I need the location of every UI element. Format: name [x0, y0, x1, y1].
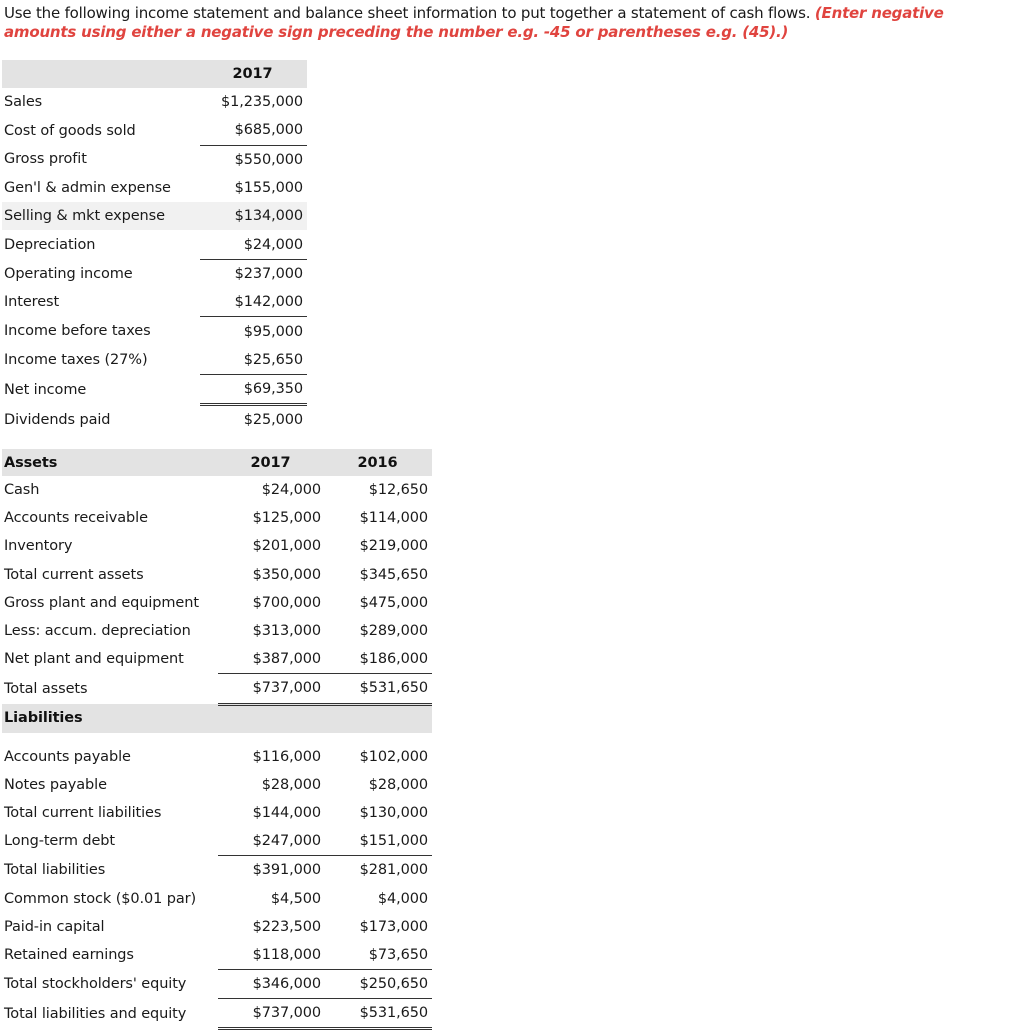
- instructions: [4, 4, 1004, 42]
- value-2017: $313,000: [252, 623, 321, 640]
- value-2016: $531,650: [325, 674, 432, 704]
- liabilities-header-blank-2017: [218, 704, 325, 733]
- table-row: [2, 405, 307, 435]
- row-label: Accounts payable: [4, 748, 131, 765]
- value-2016: $4,000: [377, 890, 428, 907]
- row-value: $237,000: [234, 265, 303, 282]
- year-2016-header: 2016: [325, 449, 432, 476]
- table-row: [2, 771, 432, 799]
- value-2016: $12,650: [368, 482, 428, 499]
- table-row: [2, 259, 307, 288]
- table-row: [2, 230, 307, 259]
- spacer-cell: [218, 733, 325, 743]
- table-row: [2, 288, 307, 317]
- row-label: Notes payable: [4, 776, 107, 793]
- row-label: Operating income: [4, 265, 133, 282]
- row-label: Total liabilities: [4, 862, 106, 879]
- value-2017: $118,000: [218, 941, 325, 970]
- row-label: Gen'l & admin expense: [4, 180, 171, 197]
- value-2016: $28,000: [368, 776, 428, 793]
- table-row: [2, 532, 432, 560]
- table-row: [2, 674, 432, 704]
- row-label: Gross profit: [4, 151, 87, 168]
- value-2017: $387,000: [218, 645, 325, 674]
- assets-header-row: [2, 449, 432, 476]
- row-label: Cash: [4, 482, 40, 499]
- income-statement-table: [2, 60, 307, 435]
- row-label: Total current liabilities: [4, 804, 162, 821]
- row-value: $134,000: [200, 202, 307, 230]
- table-row: [2, 884, 432, 912]
- row-label: Total liabilities and equity: [4, 1005, 187, 1022]
- table-row: [2, 116, 307, 145]
- value-2017: $125,000: [252, 510, 321, 527]
- table-row: [2, 827, 432, 856]
- income-year-header: 2017: [200, 60, 307, 88]
- liabilities-header: Liabilities: [2, 704, 218, 733]
- row-label: Income taxes (27%): [4, 352, 148, 369]
- row-value: $1,235,000: [220, 94, 303, 111]
- table-row: [2, 476, 432, 504]
- value-2017: $201,000: [252, 538, 321, 555]
- row-label: Common stock ($0.01 par): [4, 890, 197, 907]
- row-label: Inventory: [4, 538, 73, 555]
- row-label: Gross plant and equipment: [4, 594, 199, 611]
- table-row: [2, 374, 307, 404]
- table-row: [2, 346, 307, 375]
- value-2016: $531,650: [325, 999, 432, 1029]
- value-2017: $391,000: [252, 862, 321, 879]
- value-2017: $223,500: [252, 918, 321, 935]
- value-2016: $102,000: [359, 748, 428, 765]
- value-2016: $130,000: [359, 804, 428, 821]
- value-2016: $186,000: [325, 645, 432, 674]
- row-value: $142,000: [200, 288, 307, 317]
- table-row: [2, 174, 307, 202]
- row-label: Interest: [4, 294, 60, 311]
- liabilities-header-blank-2016: [325, 704, 432, 733]
- row-label: Less: accum. depreciation: [4, 623, 191, 640]
- row-label: Retained earnings: [4, 947, 134, 964]
- value-2016: $345,650: [359, 566, 428, 583]
- row-label: Total stockholders' equity: [4, 976, 187, 993]
- liabilities-header-row: [2, 704, 432, 733]
- table-row: [2, 317, 307, 346]
- row-label: Income before taxes: [4, 323, 151, 340]
- table-row: [2, 913, 432, 941]
- value-2017: $346,000: [218, 970, 325, 999]
- value-2016: $114,000: [359, 510, 428, 527]
- table-row: [2, 970, 432, 999]
- spacer-cell: [2, 733, 218, 743]
- table-row: [2, 589, 432, 617]
- value-2016: $219,000: [359, 538, 428, 555]
- value-2016: $151,000: [325, 827, 432, 856]
- row-label: Total assets: [4, 680, 88, 697]
- row-label: Sales: [4, 94, 43, 111]
- value-2017: $28,000: [261, 776, 321, 793]
- row-value: $25,650: [200, 346, 307, 375]
- instructions-note: (Enter negative amounts using either a negative sign preceding the number e.g. -45 or parentheses e.g. (45).): [4, 4, 944, 41]
- value-2017: $144,000: [252, 804, 321, 821]
- value-2017: $4,500: [270, 890, 321, 907]
- row-label: Accounts receivable: [4, 510, 148, 527]
- value-2017: $350,000: [252, 566, 321, 583]
- row-value: $95,000: [243, 323, 303, 340]
- row-label: Paid-in capital: [4, 918, 105, 935]
- row-value: $25,000: [243, 412, 303, 429]
- income-header-label: [2, 60, 200, 88]
- table-row: [2, 88, 307, 116]
- table-row: [2, 202, 307, 230]
- row-value: $685,000: [200, 116, 307, 145]
- row-label: Total current assets: [4, 566, 144, 583]
- value-2016: $475,000: [359, 594, 428, 611]
- row-value: $24,000: [200, 230, 307, 259]
- row-label: Selling & mkt expense: [2, 202, 200, 230]
- table-row: [2, 799, 432, 827]
- table-row: [2, 645, 432, 674]
- value-2016: $173,000: [359, 918, 428, 935]
- table-row: [2, 941, 432, 970]
- value-2017: $737,000: [218, 999, 325, 1029]
- instructions-text: Use the following income statement and balance sheet information to put together a statement of cash flows.: [4, 4, 815, 22]
- row-value: $155,000: [234, 180, 303, 197]
- table-row: [2, 561, 432, 589]
- row-label: Cost of goods sold: [4, 122, 136, 139]
- value-2017: $116,000: [252, 748, 321, 765]
- income-header-row: [2, 60, 307, 88]
- value-2016: $289,000: [359, 623, 428, 640]
- spacer-row: [2, 733, 432, 743]
- value-2016: $250,650: [325, 970, 432, 999]
- table-row: [2, 617, 432, 645]
- row-value: $550,000: [234, 151, 303, 168]
- value-2016: $73,650: [325, 941, 432, 970]
- row-label: Net plant and equipment: [4, 651, 184, 668]
- row-label: Long-term debt: [4, 833, 115, 850]
- row-label: Dividends paid: [4, 411, 111, 428]
- row-label: Depreciation: [4, 236, 96, 253]
- balance-sheet-table: [2, 449, 432, 1030]
- year-2017-header: 2017: [218, 449, 325, 476]
- value-2017: $700,000: [252, 594, 321, 611]
- value-2016: $281,000: [359, 862, 428, 879]
- value-2017: $737,000: [218, 674, 325, 704]
- table-row: [2, 999, 432, 1029]
- table-row: [2, 504, 432, 532]
- table-row: [2, 856, 432, 885]
- assets-header: Assets: [2, 449, 218, 476]
- table-row: [2, 743, 432, 771]
- table-row: [2, 145, 307, 174]
- row-value: $69,350: [200, 374, 307, 404]
- spacer-cell: [325, 733, 432, 743]
- value-2017: $247,000: [218, 827, 325, 856]
- value-2017: $24,000: [261, 482, 321, 499]
- row-label: Net income: [4, 381, 87, 398]
